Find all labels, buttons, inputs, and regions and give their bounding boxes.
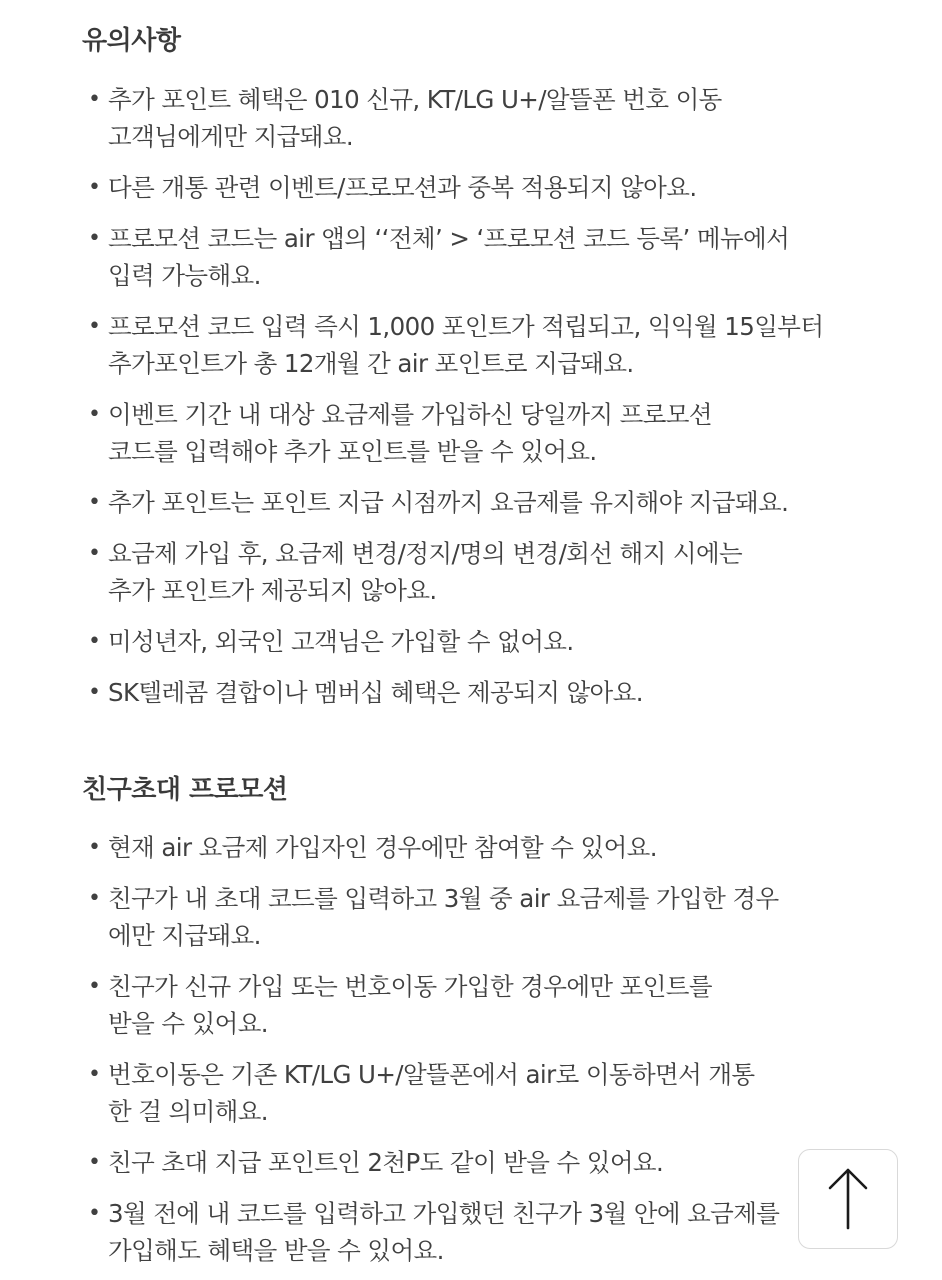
list-item — [82, 220, 902, 294]
list-item — [82, 81, 902, 155]
bullet-icon: • — [88, 87, 101, 112]
list-item-line: 3월 전에 내 코드를 입력하고 가입했던 친구가 3월 안에 요금제를 — [108, 1199, 780, 1228]
list-item-line: 친구 초대 지급 포인트인 2천P도 같이 받을 수 있어요. — [108, 1148, 664, 1177]
list-item — [82, 308, 902, 382]
referral-list — [82, 829, 902, 1269]
list-item — [82, 1056, 902, 1130]
bullet-icon: • — [88, 835, 101, 860]
list-item — [82, 535, 902, 609]
bullet-icon: • — [88, 974, 101, 999]
list-item — [82, 1144, 902, 1181]
list-item — [82, 880, 902, 954]
list-item-line: 받을 수 있어요. — [108, 1009, 268, 1038]
bullet-icon: • — [88, 1150, 101, 1175]
list-item-line: 프로모션 코드 입력 즉시 1,000 포인트가 적립되고, 익익월 15일부터 — [108, 312, 824, 341]
bullet-icon: • — [88, 175, 101, 200]
list-item — [82, 169, 902, 206]
list-item — [82, 968, 902, 1042]
list-item-line: 다른 개통 관련 이벤트/프로모션과 중복 적용되지 않아요. — [108, 173, 697, 202]
bullet-icon: • — [88, 226, 101, 251]
list-item-line: 추가포인트가 총 12개월 간 air 포인트로 지급돼요. — [108, 349, 634, 378]
arrow-up-icon — [826, 1166, 870, 1232]
bullet-icon: • — [88, 314, 101, 339]
bullet-icon: • — [88, 629, 101, 654]
referral-title: 친구초대 프로모션 — [82, 775, 288, 805]
bullet-icon: • — [88, 1201, 101, 1226]
list-item-line: 현재 air 요금제 가입자인 경우에만 참여할 수 있어요. — [108, 833, 657, 862]
list-item — [82, 396, 902, 470]
notice-list — [82, 81, 902, 711]
list-item — [82, 623, 902, 660]
list-item-line: 친구가 신규 가입 또는 번호이동 가입한 경우에만 포인트를 — [108, 972, 712, 1001]
bullet-icon: • — [88, 886, 101, 911]
bullet-icon: • — [88, 541, 101, 566]
bullet-icon: • — [88, 490, 101, 515]
list-item-line: 한 걸 의미해요. — [108, 1097, 268, 1126]
list-item-line: 추가 포인트는 포인트 지급 시점까지 요금제를 유지해야 지급돼요. — [108, 488, 789, 517]
list-item-line: 친구가 내 초대 코드를 입력하고 3월 중 air 요금제를 가입한 경우 — [108, 884, 779, 913]
list-item-line: 요금제 가입 후, 요금제 변경/정지/명의 변경/회선 해지 시에는 — [108, 539, 743, 568]
bullet-icon: • — [88, 402, 101, 427]
list-item-line: 추가 포인트 혜택은 010 신규, KT/LG U+/알뜰폰 번호 이동 — [108, 85, 722, 114]
list-item-line: 가입해도 혜택을 받을 수 있어요. — [108, 1236, 444, 1265]
list-item-line: 에만 지급돼요. — [108, 921, 261, 950]
bullet-icon: • — [88, 680, 101, 705]
list-item-line: 코드를 입력해야 추가 포인트를 받을 수 있어요. — [108, 437, 597, 466]
notice-title: 유의사항 — [82, 26, 181, 56]
bullet-icon: • — [88, 1062, 101, 1087]
list-item-line: 입력 가능해요. — [108, 261, 261, 290]
list-item-line: 추가 포인트가 제공되지 않아요. — [108, 576, 437, 605]
list-item — [82, 484, 902, 521]
list-item-line: SK텔레콤 결합이나 멤버십 혜택은 제공되지 않아요. — [108, 678, 643, 707]
list-item-line: 프로모션 코드는 air 앱의 ‘‘전체’ > ‘프로모션 코드 등록’ 메뉴에서 — [108, 224, 790, 253]
referral-section — [82, 774, 902, 1269]
list-item-line: 번호이동은 기존 KT/LG U+/알뜰폰에서 air로 이동하면서 개통 — [108, 1060, 755, 1089]
list-item-line: 미성년자, 외국인 고객님은 가입할 수 없어요. — [108, 627, 574, 656]
list-item — [82, 674, 902, 711]
list-item-line: 고객님에게만 지급돼요. — [108, 122, 354, 151]
scroll-top-button[interactable] — [798, 1149, 898, 1249]
list-item-line: 이벤트 기간 내 대상 요금제를 가입하신 당일까지 프로모션 — [108, 400, 712, 429]
list-item — [82, 829, 902, 866]
notice-section — [82, 25, 902, 711]
list-item — [82, 1195, 902, 1269]
